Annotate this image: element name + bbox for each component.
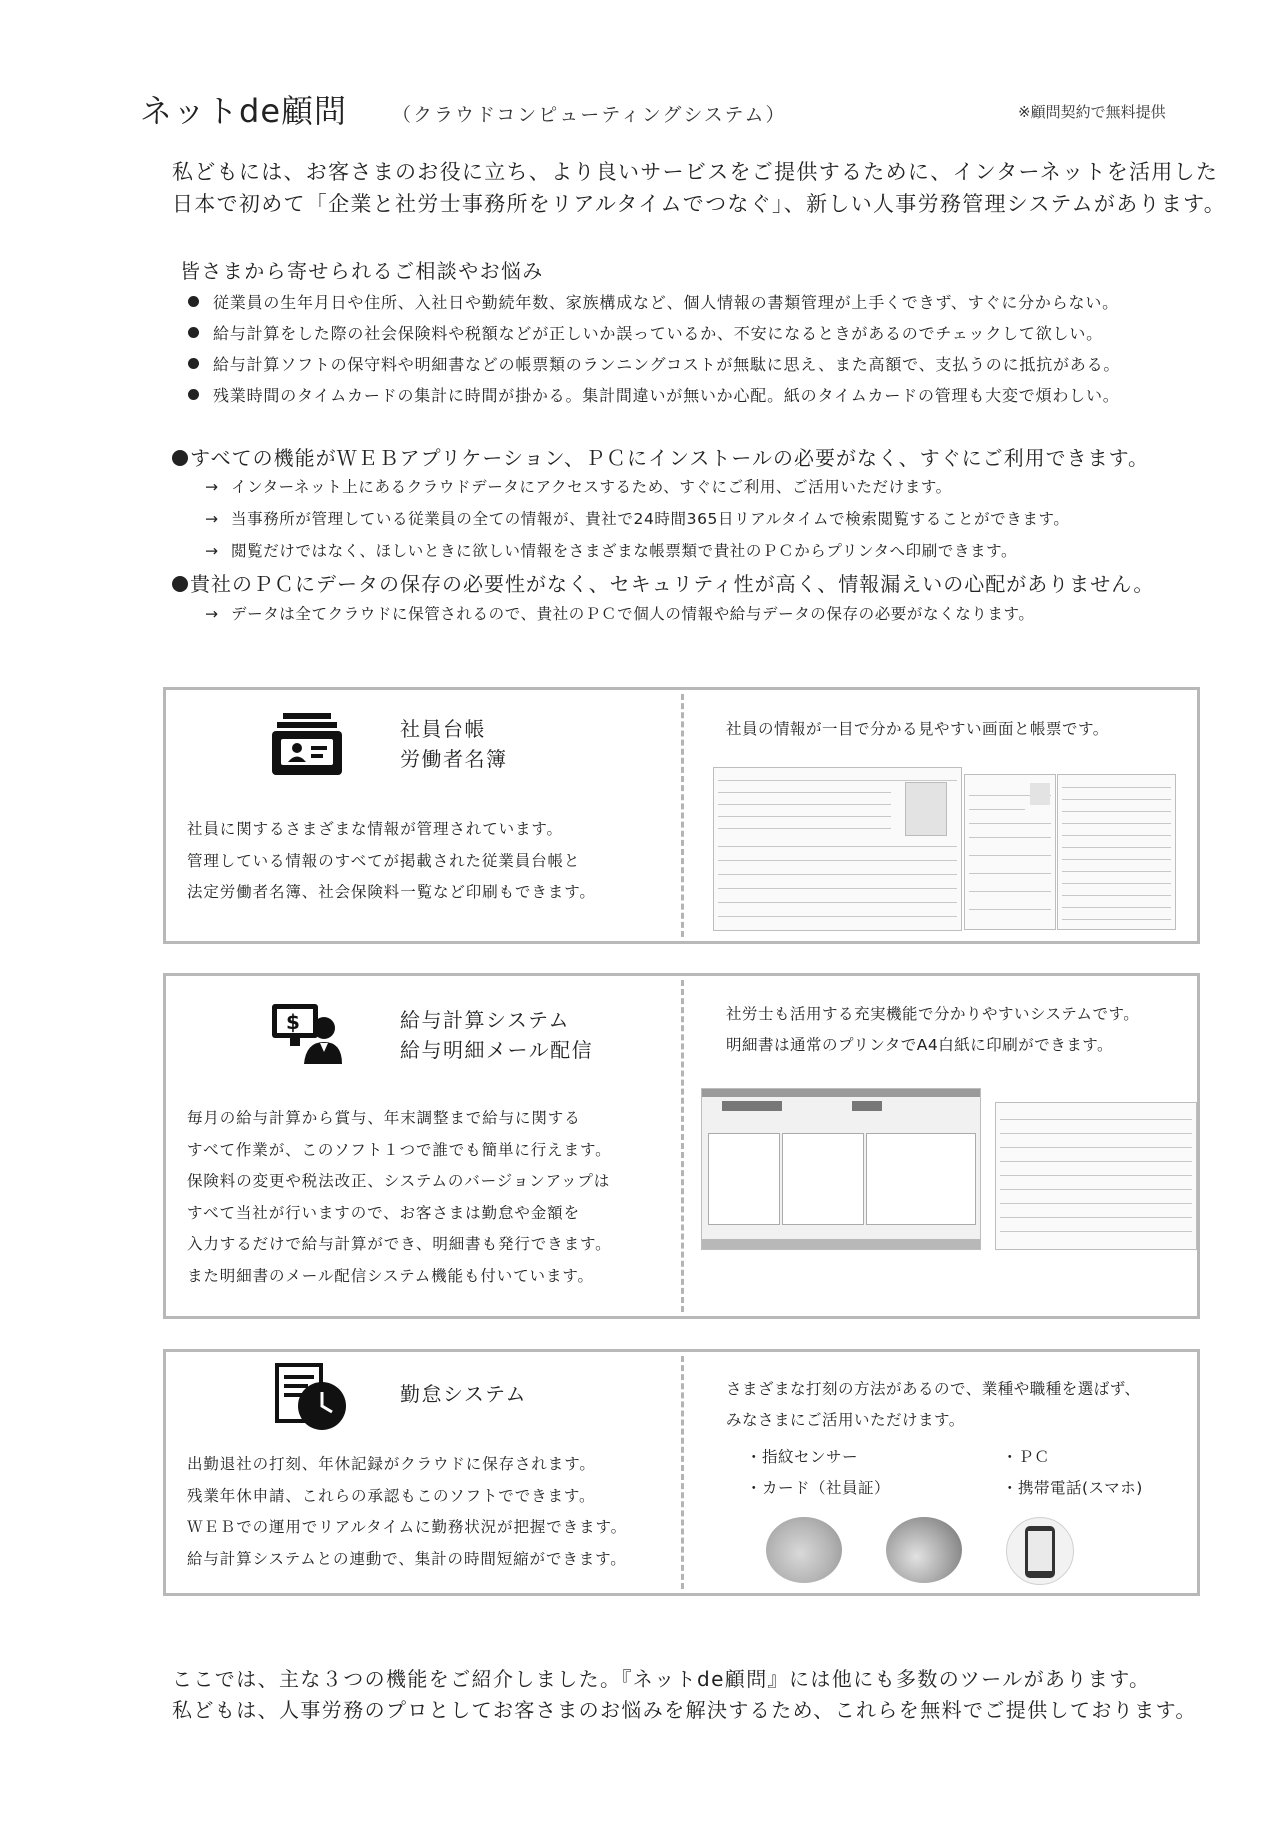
smartphone-photo xyxy=(1006,1517,1074,1585)
payroll-caption: 社労士も活用する充実機能で分かりやすいシステムです。 明細書は通常のプリンタでA4白紙に印刷ができます。 xyxy=(726,1005,1140,1054)
payroll-screen-image xyxy=(701,1088,981,1250)
employee-ledger-box xyxy=(163,687,1200,944)
closing-text xyxy=(172,1664,1197,1726)
page-title: ネットde顧問 xyxy=(140,92,348,130)
method-card: ・カード（社員証） xyxy=(746,1479,891,1497)
timecard-clock-icon xyxy=(274,1362,350,1434)
feature-web-point: → インターネット上にあるクラウドデータにアクセスするため、すぐにご利用、ご活用いただけます。 xyxy=(205,478,952,496)
divider xyxy=(681,1356,684,1589)
employee-ledger-caption: 社員の情報が一目で分かる見やすい画面と帳票です。 xyxy=(726,720,1109,738)
svg-text:$: $ xyxy=(286,1010,300,1034)
bullet-icon xyxy=(188,327,199,338)
employee-ledger-text: 社員に関するさまざまな情報が管理されています。 管理している情報のすべてが掲載された従業員台帳と 法定労働者名簿、社会保険料一覧など印刷もできます。 xyxy=(187,820,596,901)
intro-text xyxy=(172,156,1226,220)
intro-line-1: 私どもには、お客さまのお役に立ち、より良いサービスをご提供するために、インターネットを活用した xyxy=(172,160,1219,184)
feature-web-point: → 閲覧だけではなく、ほしいときに欲しい情報をさまざまな帳票類で貴社のＰＣからプリンタへ印刷できます。 xyxy=(205,542,1018,560)
payslip-image xyxy=(995,1102,1197,1250)
payroll-icon xyxy=(270,1000,344,1066)
arrow-icon: → xyxy=(205,605,219,623)
payroll-text: 毎月の給与計算から賞与、年末調整まで給与に関する すべて作業が、このソフト１つで誰でも簡単に行えます。 保険料の変更や税法改正、システムのバージョンアップは すべて当社が行いますので、お客さまは勤怠や金額を 入力するだけで給与計算ができ、明細書も発行できます。 また明細書のメール配信システム機能も付いています。 xyxy=(187,1109,612,1285)
employee-screen-image xyxy=(713,767,962,931)
ledger-icon xyxy=(269,711,345,777)
card-reader-photo xyxy=(886,1517,962,1583)
employee-ledger-form-image xyxy=(964,774,1056,930)
list-item: 従業員の生年月日や住所、入社日や勤続年数、家族構成など、個人情報の書類管理が上手くできず、すぐに分からない。 xyxy=(188,287,1120,318)
bullet-icon xyxy=(172,450,188,466)
attendance-caption: さまざまな打刻の方法があるので、業種や職種を選ばず、 みなさまにご活用いただけます。 xyxy=(726,1380,1141,1429)
intro-line-2: 日本で初めて「企業と社労士事務所をリアルタイムでつなぐ」、新しい人事労務管理システムがあります。 xyxy=(172,192,1227,216)
list-item: 給与計算をした際の社会保険料や税額などが正しいか誤っているか、不安になるときがあるのでチェックして欲しい。 xyxy=(188,318,1120,349)
payroll-title: 給与計算システム 給与明細メール配信 xyxy=(400,1008,594,1062)
bullet-icon xyxy=(172,576,188,592)
feature-security-point: → データは全てクラウドに保管されるので、貴社のＰＣで個人の情報や給与データの保存の必要がなくなります。 xyxy=(205,605,1035,623)
method-phone: ・携帯電話(スマホ) xyxy=(1002,1479,1143,1497)
closing-line-2: 私どもは、人事労務のプロとしてお客さまのお悩みを解決するため、これらを無料でご提供しております。 xyxy=(172,1698,1197,1722)
free-note: ※顧問契約で無料提供 xyxy=(1018,103,1166,121)
worker-register-image xyxy=(1057,774,1176,930)
list-item: 給与計算ソフトの保守料や明細書などの帳票類のランニングコストが無駄に思え、また高額で、支払うのに抵抗がある。 xyxy=(188,349,1120,380)
feature-security-heading: 貴社のＰＣにデータの保存の必要性がなく、セキュリティ性が高く、情報漏えいの心配がありません。 xyxy=(172,568,1154,597)
feature-web-point: → 当事務所が管理している従業員の全ての情報が、貴社で24時間365日リアルタイムで検索閲覧することができます。 xyxy=(205,510,1070,528)
concerns-title: 皆さまから寄せられるご相談やお悩み xyxy=(180,259,544,283)
method-pc: ・ＰＣ xyxy=(1002,1448,1051,1466)
list-item: 残業時間のタイムカードの集計に時間が掛かる。集計間違いが無いか心配。紙のタイムカードの管理も大変で煩わしい。 xyxy=(188,380,1120,411)
method-fingerprint: ・指紋センサー xyxy=(746,1448,859,1466)
page-subtitle: （クラウドコンピューティングシステム） xyxy=(392,104,787,126)
bullet-icon xyxy=(188,358,199,369)
bullet-icon xyxy=(188,296,199,307)
attendance-title: 勤怠システム xyxy=(400,1382,527,1406)
attendance-box xyxy=(163,1349,1200,1596)
closing-line-1: ここでは、主な３つの機能をご紹介しました。『ネットde顧問』には他にも多数のツールがあります。 xyxy=(172,1667,1151,1691)
attendance-text: 出勤退社の打刻、年休記録がクラウドに保存されます。 残業年休申請、これらの承認もこのソフトでできます。 ＷＥＢでの運用でリアルタイムに勤務状況が把握できます。 給与計算システムとの連動で、集計の時間短縮ができます。 xyxy=(187,1455,628,1568)
payroll-box xyxy=(163,973,1200,1319)
arrow-icon: → xyxy=(205,542,219,560)
divider xyxy=(681,694,684,937)
bullet-icon xyxy=(188,389,199,400)
employee-ledger-title: 社員台帳 労働者名簿 xyxy=(400,717,508,771)
divider xyxy=(681,980,684,1312)
concerns-list xyxy=(188,287,1120,411)
arrow-icon: → xyxy=(205,478,219,496)
arrow-icon: → xyxy=(205,510,219,528)
feature-web-heading: すべての機能がＷＥＢアプリケーション、ＰＣにインストールの必要がなく、すぐにご利用できます。 xyxy=(172,442,1149,471)
fingerprint-sensor-photo xyxy=(766,1517,842,1583)
